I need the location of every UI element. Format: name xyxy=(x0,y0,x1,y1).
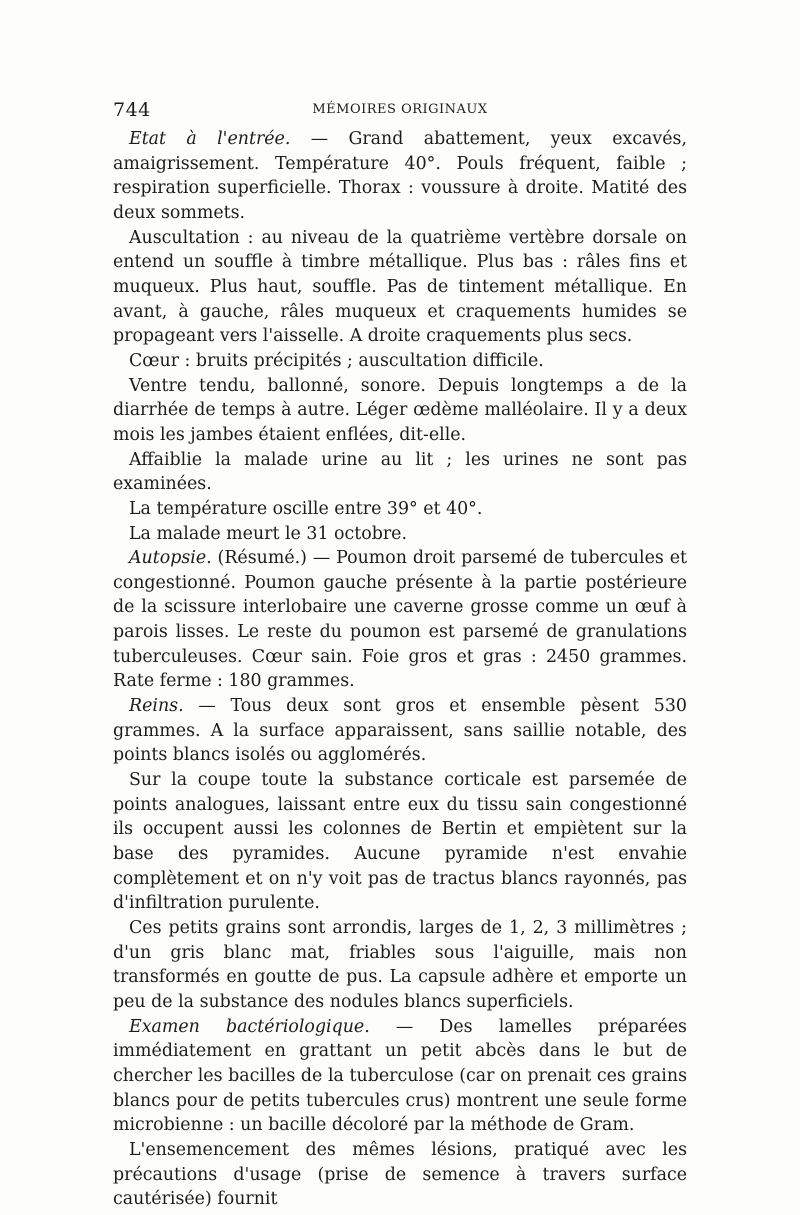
paragraph-lead: Reins. xyxy=(129,696,184,717)
paragraph-lead: Examen bactériologique. xyxy=(129,1016,370,1037)
paragraph-etat-entree xyxy=(113,127,687,226)
paragraph-text: Affaiblie la malade urine au lit ; les urines ne sont pas examinées. xyxy=(113,449,687,495)
paragraph-reins xyxy=(113,694,687,768)
paragraph-grains xyxy=(113,916,687,1015)
paragraph-examen-bacteriologique xyxy=(113,1015,687,1138)
paragraph-coeur xyxy=(113,349,687,374)
paragraph-text: — Grand abattement, yeux excavés, amaigrissement. Température 40°. Pouls fréquent, faible ; respiration superficielle. Thorax : voussure à droite. Matité des deux sommets. xyxy=(113,129,687,223)
paragraph-lead: Autopsie. xyxy=(129,548,212,569)
paragraph-text: Cœur : bruits précipités ; auscultation difficile. xyxy=(129,350,544,371)
page-header xyxy=(113,98,687,122)
paragraph-text: (Résumé.) — Poumon droit parsemé de tubercules et congestionné. Poumon gauche présente à la partie postérieure de la scissure interlobaire une caverne grosse comme un œuf à parois lisses. Le reste du poumon est parsemé de granulations tuberculeuses. Cœur sain. Foie gros et gras : 2450 grammes. Rate ferme : 180 grammes. xyxy=(113,548,687,692)
paragraph-text: Ces petits grains sont arrondis, larges de 1, 2, 3 millimètres ; d'un gris blanc mat, friables sous l'aiguille, mais non transformés en goutte de pus. La capsule adhère et emporte un peu de la substance des nodules blancs superficiels. xyxy=(113,918,687,1012)
paragraph-text: — Tous deux sont gros et ensemble pèsent 530 grammes. A la surface apparaissent, sans saillie notable, des points blancs isolés ou agglomérés. xyxy=(113,696,687,766)
running-title: MÉMOIRES ORIGINAUX xyxy=(312,102,488,117)
paragraph-ventre xyxy=(113,374,687,448)
paragraph-deces xyxy=(113,522,687,547)
body-text xyxy=(113,127,687,1212)
paragraph-text: Sur la coupe toute la substance corticale est parsemée de points analogues, laissant entre eux du tissu sain congestionné ils occupent aussi les colonnes de Bertin et empiètent sur la base des pyramides. Aucune pyramide n'est envahie complètement et on n'y voit pas de tractus blancs rayonnés, pas d'infiltration purulente. xyxy=(113,770,687,914)
paragraph-coupe xyxy=(113,768,687,916)
paragraph-text: La température oscille entre 39° et 40°. xyxy=(129,498,483,519)
paragraph-ensemencement xyxy=(113,1138,687,1212)
paragraph-lead: Etat à l'entrée. xyxy=(129,129,291,149)
paragraph-text: Ventre tendu, ballonné, sonore. Depuis longtemps a de la diarrhée de temps à autre. Léger œdème malléolaire. Il y a deux mois les jambes étaient enflées, dit-elle. xyxy=(113,375,687,445)
paragraph-text: — Des lamelles préparées immédiatement en grattant un petit abcès dans le but de chercher les bacilles de la tuberculose (car on prenait ces grains blancs pour de petits tubercules crus) montrent une seule forme microbienne : un bacille décoloré par la méthode de Gram. xyxy=(113,1016,687,1136)
paragraph-text: L'ensemencement des mêmes lésions, pratiqué avec les précautions d'usage (prise de semence à travers surface cautérisée) fournit xyxy=(113,1139,687,1210)
paragraph-auscultation xyxy=(113,226,687,349)
paragraph-text: La malade meurt le 31 octobre. xyxy=(129,523,407,544)
paragraph-text: Auscultation : au niveau de la quatrième vertèbre dorsale on entend un souffle à timbre métallique. Plus bas : râles fins et muqueux. Plus haut, souffle. Pas de tintement métallique. En avant, à gauche, râles muqueux et craquements humides se propageant vers l'aisselle. A droite craquements plus secs. xyxy=(113,227,687,347)
page-number: 744 xyxy=(113,99,151,121)
paragraph-urines xyxy=(113,448,687,497)
paragraph-temperature xyxy=(113,497,687,522)
paragraph-autopsie xyxy=(113,546,687,694)
